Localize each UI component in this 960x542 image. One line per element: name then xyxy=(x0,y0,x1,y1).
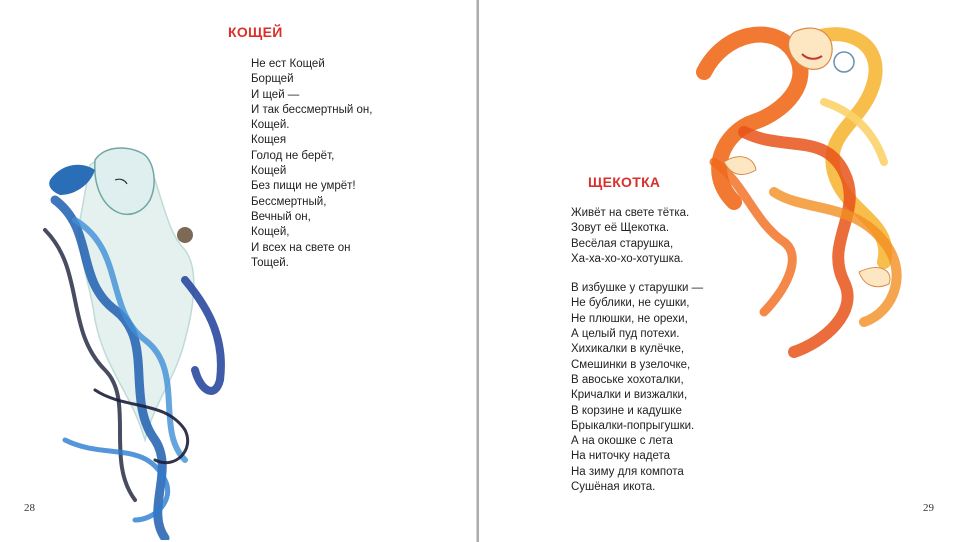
poem-line: Вечный он, xyxy=(251,210,311,223)
schekotka-hair xyxy=(704,34,897,352)
page-number-right: 29 xyxy=(923,502,934,514)
poem-line: Зовут её Щекотка. xyxy=(571,222,670,235)
poem-line: Живёт на свете тётка. xyxy=(571,207,690,219)
poem-line: Не плюшки, не орехи, xyxy=(571,312,688,325)
poem-line: Кощея xyxy=(251,134,287,147)
poem-line: Смешинки в узелочке, xyxy=(571,358,691,371)
poem-line: Кощей. xyxy=(251,119,290,132)
poem-line: Брыкалки-попрыгушки. xyxy=(571,419,695,432)
poem-line: На зиму для компота xyxy=(571,465,684,478)
poem-koschey xyxy=(251,57,372,271)
poem-line: На ниточку надета xyxy=(571,450,671,463)
poem-line: И всех на свете он xyxy=(251,241,351,254)
page-number-left: 28 xyxy=(24,502,35,514)
poem-line: В избушке у старушки — xyxy=(571,282,704,295)
poem-line: Не бублики, не сушки, xyxy=(571,297,690,310)
poem-line: В авоське хохоталки, xyxy=(571,373,684,386)
poem-line: Тощей. xyxy=(251,256,289,269)
poem-line: Не ест Кощей xyxy=(251,58,325,70)
poem-line: И щей — xyxy=(251,88,300,101)
koschey-illustration xyxy=(35,140,245,540)
poem-title-schekotka: ЩЕКОТКА xyxy=(588,174,661,190)
poem-line: Ха-ха-хо-хо-хотушка. xyxy=(571,252,684,265)
poem-line: А на окошке с лета xyxy=(571,435,673,448)
poem-line: Весёлая старушка, xyxy=(571,237,674,250)
poem-line: И так бессмертный он, xyxy=(251,103,373,116)
poem-line: Без пищи не умрёт! xyxy=(251,180,356,193)
schekotka-illustration xyxy=(684,12,944,372)
poem-line: Кричалки и визжалки, xyxy=(571,389,688,402)
poem-line: Кощей xyxy=(251,165,287,178)
poem-line: Борщей xyxy=(251,73,294,86)
poem-line: Хихикалки в кулёчке, xyxy=(571,343,685,356)
poem-line: Бессмертный, xyxy=(251,195,327,208)
poem-line: А целый пуд потехи. xyxy=(571,328,680,341)
poem-line: В корзине и кадушке xyxy=(571,404,682,417)
poem-line: Кощей, xyxy=(251,226,290,239)
poem-line: Сушёная икота. xyxy=(571,481,656,494)
poem-title-koschey: КОЩЕЙ xyxy=(228,24,283,40)
right-page xyxy=(479,0,960,542)
left-page xyxy=(0,0,477,542)
poem-line: Голод не берёт, xyxy=(251,149,335,162)
